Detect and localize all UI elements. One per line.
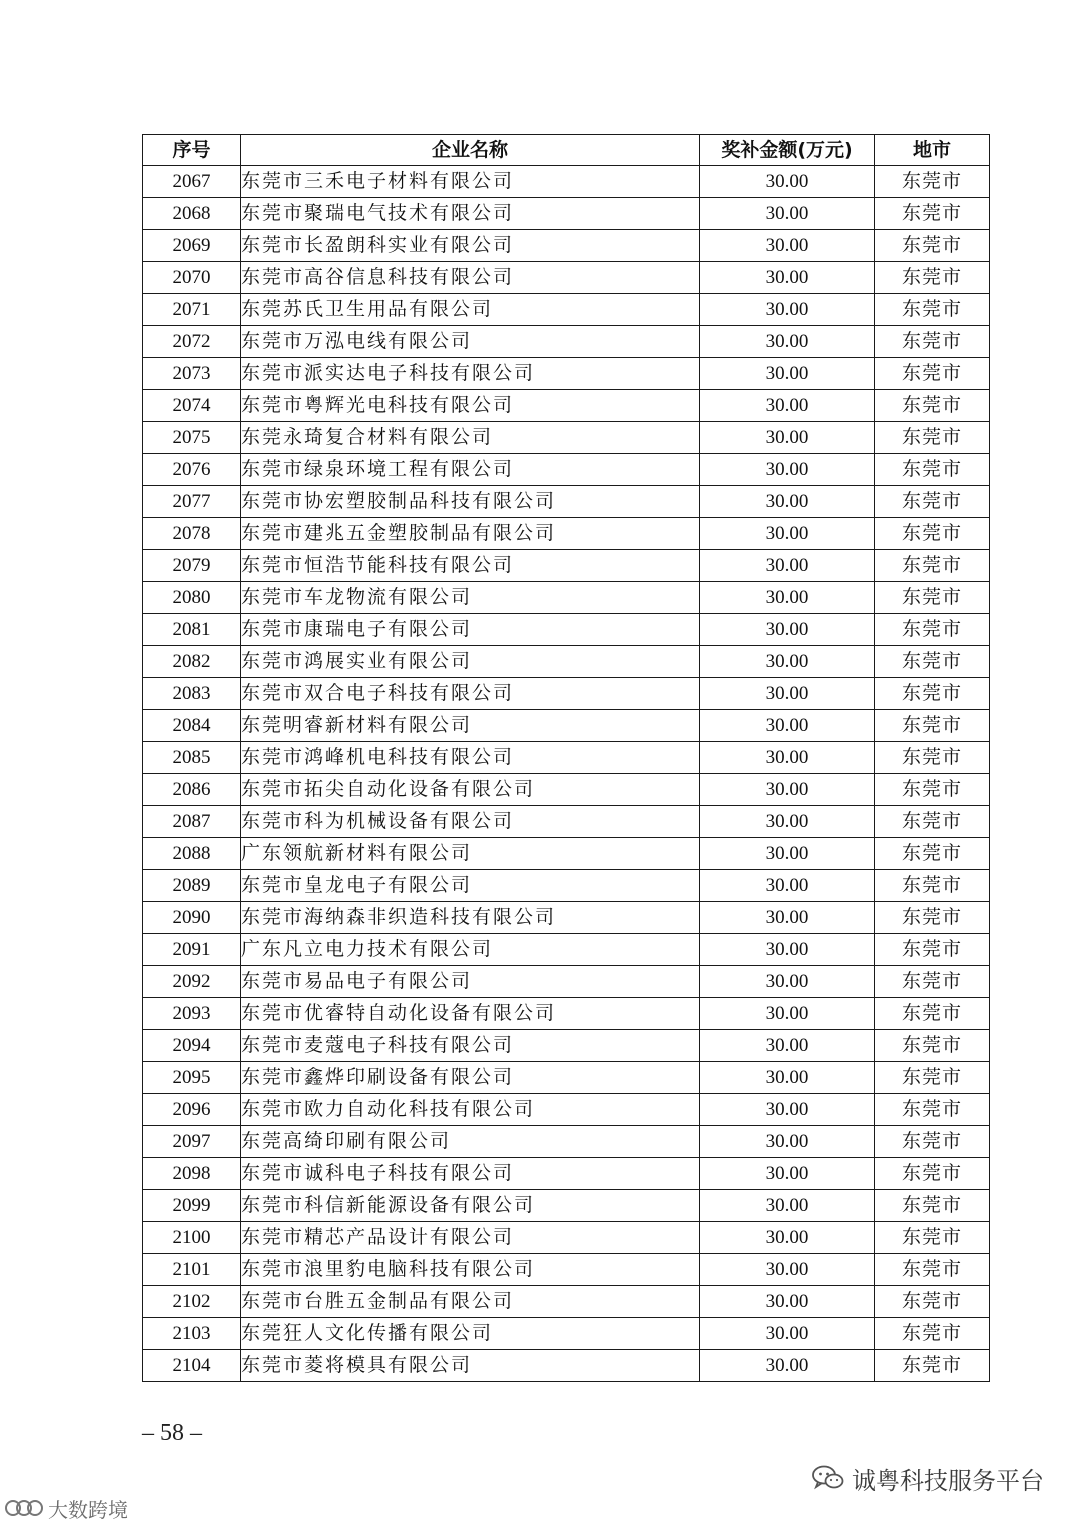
row-city: 东莞市 bbox=[875, 1222, 990, 1254]
row-city: 东莞市 bbox=[875, 1286, 990, 1318]
table-row bbox=[143, 1222, 990, 1254]
table-row bbox=[143, 230, 990, 262]
row-seq: 2101 bbox=[143, 1254, 241, 1286]
row-company-name: 东莞市鸿峰机电科技有限公司 bbox=[241, 742, 700, 774]
row-company-name: 东莞市精芯产品设计有限公司 bbox=[241, 1222, 700, 1254]
row-company-name: 东莞市易品电子有限公司 bbox=[241, 966, 700, 998]
table-row bbox=[143, 582, 990, 614]
row-seq: 2077 bbox=[143, 486, 241, 518]
row-company-name: 东莞市诚科电子科技有限公司 bbox=[241, 1158, 700, 1190]
row-company-name: 东莞市科为机械设备有限公司 bbox=[241, 806, 700, 838]
row-amount: 30.00 bbox=[700, 454, 875, 486]
row-city: 东莞市 bbox=[875, 230, 990, 262]
row-company-name: 东莞市台胜五金制品有限公司 bbox=[241, 1286, 700, 1318]
row-seq: 2076 bbox=[143, 454, 241, 486]
row-amount: 30.00 bbox=[700, 422, 875, 454]
row-company-name: 东莞狂人文化传播有限公司 bbox=[241, 1318, 700, 1350]
row-company-name: 东莞市建兆五金塑胶制品有限公司 bbox=[241, 518, 700, 550]
row-city: 东莞市 bbox=[875, 966, 990, 998]
row-seq: 2070 bbox=[143, 262, 241, 294]
row-amount: 30.00 bbox=[700, 1350, 875, 1382]
row-seq: 2094 bbox=[143, 1030, 241, 1062]
row-company-name: 东莞市协宏塑胶制品科技有限公司 bbox=[241, 486, 700, 518]
table-row bbox=[143, 1062, 990, 1094]
row-city: 东莞市 bbox=[875, 678, 990, 710]
row-company-name: 东莞市双合电子科技有限公司 bbox=[241, 678, 700, 710]
row-amount: 30.00 bbox=[700, 614, 875, 646]
row-city: 东莞市 bbox=[875, 1062, 990, 1094]
row-company-name: 东莞市聚瑞电气技术有限公司 bbox=[241, 198, 700, 230]
row-city: 东莞市 bbox=[875, 998, 990, 1030]
row-amount: 30.00 bbox=[700, 294, 875, 326]
row-seq: 2102 bbox=[143, 1286, 241, 1318]
table-row bbox=[143, 646, 990, 678]
row-company-name: 东莞明睿新材料有限公司 bbox=[241, 710, 700, 742]
row-amount: 30.00 bbox=[700, 966, 875, 998]
row-amount: 30.00 bbox=[700, 1158, 875, 1190]
row-company-name: 广东领航新材料有限公司 bbox=[241, 838, 700, 870]
row-company-name: 东莞市三禾电子材料有限公司 bbox=[241, 166, 700, 198]
row-city: 东莞市 bbox=[875, 1350, 990, 1382]
row-amount: 30.00 bbox=[700, 390, 875, 422]
row-amount: 30.00 bbox=[700, 550, 875, 582]
row-seq: 2085 bbox=[143, 742, 241, 774]
row-amount: 30.00 bbox=[700, 262, 875, 294]
wechat-watermark bbox=[812, 1462, 1044, 1494]
row-amount: 30.00 bbox=[700, 358, 875, 390]
row-amount: 30.00 bbox=[700, 646, 875, 678]
header-amount: 奖补金额(万元) bbox=[700, 135, 875, 166]
row-city: 东莞市 bbox=[875, 1190, 990, 1222]
row-seq: 2073 bbox=[143, 358, 241, 390]
table-body bbox=[143, 166, 990, 1382]
row-city: 东莞市 bbox=[875, 486, 990, 518]
row-seq: 2083 bbox=[143, 678, 241, 710]
row-company-name: 东莞市绿泉环境工程有限公司 bbox=[241, 454, 700, 486]
row-city: 东莞市 bbox=[875, 166, 990, 198]
row-company-name: 东莞市海纳森非织造科技有限公司 bbox=[241, 902, 700, 934]
table-row bbox=[143, 166, 990, 198]
page-number: – 58 – bbox=[142, 1420, 202, 1446]
row-company-name: 东莞市鸿展实业有限公司 bbox=[241, 646, 700, 678]
table-row bbox=[143, 614, 990, 646]
row-seq: 2099 bbox=[143, 1190, 241, 1222]
row-city: 东莞市 bbox=[875, 774, 990, 806]
row-city: 东莞市 bbox=[875, 1318, 990, 1350]
table-row bbox=[143, 518, 990, 550]
row-company-name: 东莞市长盈朗科实业有限公司 bbox=[241, 230, 700, 262]
row-city: 东莞市 bbox=[875, 1126, 990, 1158]
row-amount: 30.00 bbox=[700, 1318, 875, 1350]
row-city: 东莞市 bbox=[875, 902, 990, 934]
row-amount: 30.00 bbox=[700, 1286, 875, 1318]
row-seq: 2089 bbox=[143, 870, 241, 902]
table-row bbox=[143, 870, 990, 902]
row-amount: 30.00 bbox=[700, 1094, 875, 1126]
row-amount: 30.00 bbox=[700, 582, 875, 614]
row-seq: 2074 bbox=[143, 390, 241, 422]
row-seq: 2072 bbox=[143, 326, 241, 358]
table-row bbox=[143, 422, 990, 454]
row-seq: 2080 bbox=[143, 582, 241, 614]
row-amount: 30.00 bbox=[700, 806, 875, 838]
row-seq: 2081 bbox=[143, 614, 241, 646]
row-seq: 2098 bbox=[143, 1158, 241, 1190]
table-row bbox=[143, 1126, 990, 1158]
row-company-name: 东莞永琦复合材料有限公司 bbox=[241, 422, 700, 454]
row-seq: 2082 bbox=[143, 646, 241, 678]
table-row bbox=[143, 710, 990, 742]
row-city: 东莞市 bbox=[875, 262, 990, 294]
row-company-name: 东莞市优睿特自动化设备有限公司 bbox=[241, 998, 700, 1030]
row-amount: 30.00 bbox=[700, 486, 875, 518]
row-seq: 2103 bbox=[143, 1318, 241, 1350]
row-company-name: 东莞高绮印刷有限公司 bbox=[241, 1126, 700, 1158]
row-city: 东莞市 bbox=[875, 646, 990, 678]
table-row bbox=[143, 1318, 990, 1350]
row-seq: 2088 bbox=[143, 838, 241, 870]
row-city: 东莞市 bbox=[875, 934, 990, 966]
row-seq: 2071 bbox=[143, 294, 241, 326]
row-company-name: 东莞市浪里豹电脑科技有限公司 bbox=[241, 1254, 700, 1286]
row-city: 东莞市 bbox=[875, 838, 990, 870]
row-seq: 2079 bbox=[143, 550, 241, 582]
row-amount: 30.00 bbox=[700, 710, 875, 742]
table-row bbox=[143, 454, 990, 486]
table-row bbox=[143, 326, 990, 358]
row-city: 东莞市 bbox=[875, 326, 990, 358]
table-row bbox=[143, 998, 990, 1030]
header-city: 地市 bbox=[875, 135, 990, 166]
table-row bbox=[143, 486, 990, 518]
row-seq: 2067 bbox=[143, 166, 241, 198]
table-row bbox=[143, 198, 990, 230]
row-amount: 30.00 bbox=[700, 902, 875, 934]
row-amount: 30.00 bbox=[700, 1190, 875, 1222]
row-company-name: 东莞市高谷信息科技有限公司 bbox=[241, 262, 700, 294]
table-row bbox=[143, 1158, 990, 1190]
wechat-account-name: 诚粤科技服务平台 bbox=[852, 1466, 1044, 1495]
row-city: 东莞市 bbox=[875, 582, 990, 614]
row-company-name: 东莞市粤辉光电科技有限公司 bbox=[241, 390, 700, 422]
row-amount: 30.00 bbox=[700, 838, 875, 870]
table-row bbox=[143, 678, 990, 710]
row-seq: 2092 bbox=[143, 966, 241, 998]
row-seq: 2095 bbox=[143, 1062, 241, 1094]
row-seq: 2075 bbox=[143, 422, 241, 454]
table-row bbox=[143, 390, 990, 422]
row-company-name: 东莞市车龙物流有限公司 bbox=[241, 582, 700, 614]
brand-name: 大数跨境 bbox=[48, 1497, 128, 1522]
row-city: 东莞市 bbox=[875, 550, 990, 582]
table-row bbox=[143, 1190, 990, 1222]
row-company-name: 东莞苏氏卫生用品有限公司 bbox=[241, 294, 700, 326]
table-row bbox=[143, 294, 990, 326]
table-header-row bbox=[143, 135, 990, 166]
row-seq: 2096 bbox=[143, 1094, 241, 1126]
row-amount: 30.00 bbox=[700, 1062, 875, 1094]
header-seq: 序号 bbox=[143, 135, 241, 166]
row-city: 东莞市 bbox=[875, 294, 990, 326]
row-city: 东莞市 bbox=[875, 1094, 990, 1126]
row-seq: 2084 bbox=[143, 710, 241, 742]
row-amount: 30.00 bbox=[700, 1030, 875, 1062]
table-row bbox=[143, 1094, 990, 1126]
table-row bbox=[143, 1286, 990, 1318]
row-amount: 30.00 bbox=[700, 1254, 875, 1286]
table-row bbox=[143, 358, 990, 390]
row-company-name: 东莞市皇龙电子有限公司 bbox=[241, 870, 700, 902]
table-row bbox=[143, 806, 990, 838]
table-row bbox=[143, 1030, 990, 1062]
row-amount: 30.00 bbox=[700, 998, 875, 1030]
row-amount: 30.00 bbox=[700, 678, 875, 710]
table-row bbox=[143, 902, 990, 934]
row-seq: 2090 bbox=[143, 902, 241, 934]
row-seq: 2087 bbox=[143, 806, 241, 838]
row-amount: 30.00 bbox=[700, 518, 875, 550]
row-company-name: 东莞市派实达电子科技有限公司 bbox=[241, 358, 700, 390]
table-row bbox=[143, 262, 990, 294]
row-company-name: 广东凡立电力技术有限公司 bbox=[241, 934, 700, 966]
row-city: 东莞市 bbox=[875, 870, 990, 902]
row-city: 东莞市 bbox=[875, 710, 990, 742]
row-city: 东莞市 bbox=[875, 358, 990, 390]
table-row bbox=[143, 550, 990, 582]
header-company: 企业名称 bbox=[241, 135, 700, 166]
table-row bbox=[143, 742, 990, 774]
brand-watermark bbox=[4, 1494, 128, 1522]
row-company-name: 东莞市拓尖自动化设备有限公司 bbox=[241, 774, 700, 806]
table-row bbox=[143, 966, 990, 998]
row-company-name: 东莞市鑫烨印刷设备有限公司 bbox=[241, 1062, 700, 1094]
row-seq: 2093 bbox=[143, 998, 241, 1030]
row-seq: 2086 bbox=[143, 774, 241, 806]
row-amount: 30.00 bbox=[700, 1126, 875, 1158]
row-amount: 30.00 bbox=[700, 326, 875, 358]
row-amount: 30.00 bbox=[700, 870, 875, 902]
table-row bbox=[143, 1254, 990, 1286]
row-company-name: 东莞市万泓电线有限公司 bbox=[241, 326, 700, 358]
row-seq: 2091 bbox=[143, 934, 241, 966]
row-company-name: 东莞市欧力自动化科技有限公司 bbox=[241, 1094, 700, 1126]
row-city: 东莞市 bbox=[875, 1254, 990, 1286]
row-amount: 30.00 bbox=[700, 742, 875, 774]
brand-logo-icon bbox=[4, 1497, 44, 1519]
row-seq: 2068 bbox=[143, 198, 241, 230]
table-row bbox=[143, 838, 990, 870]
row-city: 东莞市 bbox=[875, 422, 990, 454]
row-city: 东莞市 bbox=[875, 614, 990, 646]
table-row bbox=[143, 934, 990, 966]
table-row bbox=[143, 1350, 990, 1382]
table-row bbox=[143, 774, 990, 806]
row-amount: 30.00 bbox=[700, 1222, 875, 1254]
row-company-name: 东莞市菱将模具有限公司 bbox=[241, 1350, 700, 1382]
row-seq: 2097 bbox=[143, 1126, 241, 1158]
wechat-icon bbox=[812, 1465, 844, 1491]
row-city: 东莞市 bbox=[875, 742, 990, 774]
row-company-name: 东莞市恒浩节能科技有限公司 bbox=[241, 550, 700, 582]
row-seq: 2078 bbox=[143, 518, 241, 550]
row-city: 东莞市 bbox=[875, 454, 990, 486]
subsidy-table bbox=[142, 134, 990, 1382]
row-amount: 30.00 bbox=[700, 934, 875, 966]
row-seq: 2100 bbox=[143, 1222, 241, 1254]
row-company-name: 东莞市科信新能源设备有限公司 bbox=[241, 1190, 700, 1222]
row-seq: 2104 bbox=[143, 1350, 241, 1382]
row-amount: 30.00 bbox=[700, 774, 875, 806]
row-city: 东莞市 bbox=[875, 1158, 990, 1190]
row-city: 东莞市 bbox=[875, 806, 990, 838]
row-company-name: 东莞市麦蔻电子科技有限公司 bbox=[241, 1030, 700, 1062]
row-city: 东莞市 bbox=[875, 390, 990, 422]
row-city: 东莞市 bbox=[875, 198, 990, 230]
row-city: 东莞市 bbox=[875, 1030, 990, 1062]
row-city: 东莞市 bbox=[875, 518, 990, 550]
row-amount: 30.00 bbox=[700, 166, 875, 198]
row-company-name: 东莞市康瑞电子有限公司 bbox=[241, 614, 700, 646]
row-amount: 30.00 bbox=[700, 198, 875, 230]
row-amount: 30.00 bbox=[700, 230, 875, 262]
row-seq: 2069 bbox=[143, 230, 241, 262]
